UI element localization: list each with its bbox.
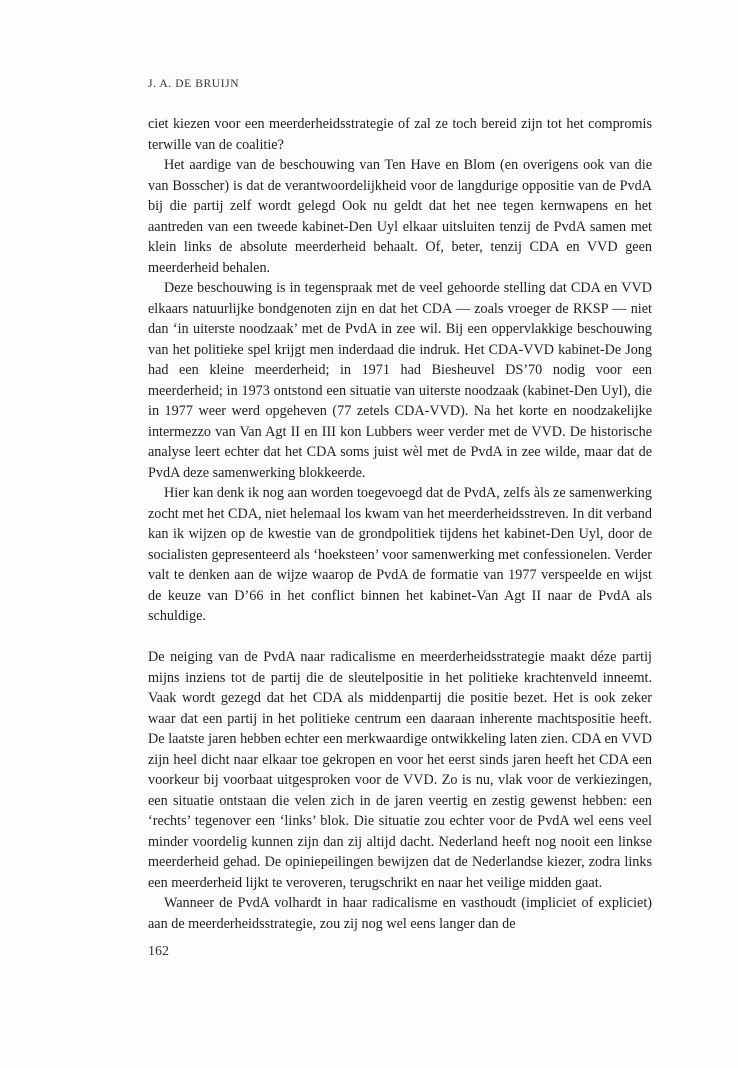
paragraph: De neiging van de PvdA naar radicalisme en meerderheidsstrategie maakt déze partij mijns inziens tot de partij die de sleutelpositie in het politieke krachtenveld inneemt. Vaak wordt gezegd dat het CDA als middenpartij die positie bezet. Het is ook zeker waar dat een partij in het politieke centrum een daaraan inherente machtspositie heeft. De laatste jaren hebben echter een merkwaardige ontwikkeling laten zien. CDA en VVD zijn heel dicht naar elkaar toe gekropen en voor het eerst sinds jaren heeft het CDA een voorkeur bij voorbaat uitgesproken voor de VVD. Zo is nu, vlak voor de verkiezingen, een situatie ontstaan die velen zich in de jaren veertig en zestig gewenst hebben: een ‘rechts’ tegenover een ‘links’ blok. Die situatie zou echter voor de PvdA wel eens veel minder voordelig kunnen zijn dan zij altijd dacht. Nederland heeft nog nooit een linkse meerderheid gehad. De opiniepeilingen bewijzen dat de Nederlandse kiezer, zodra links een meerderheid lijkt te veroveren, terugschrikt en naar het veilige midden gaat.	[148, 649, 652, 891]
paragraph: Wanneer de PvdA volhardt in haar radicalisme en vasthoudt (impliciet of expliciet) aan de meerderheidsstrategie, zou zij nog wel eens langer dan de	[148, 895, 652, 932]
paragraph: ciet kiezen voor een meerderheidsstrategie of zal ze toch bereid zijn tot het compromis terwille van de coalitie?	[148, 116, 652, 153]
paragraph: Het aardige van de beschouwing van Ten Have en Blom (en overigens ook van die van Bosscher) is dat de verantwoordelijkheid voor de langdurige oppositie van de PvdA bij die partij zelf wordt gelegd Ook nu geldt dat het nee tegen kernwapens en het aantreden van een tweede kabinet-Den Uyl elkaar uitsluiten tenzij de PvdA samen met klein links de absolute meerderheid behaalt. Of, beter, tenzij CDA en VVD geen meerderheid behalen.	[148, 157, 652, 276]
body-text	[148, 114, 652, 934]
paragraph: Deze beschouwing is in tegenspraak met de veel gehoorde stelling dat CDA en VVD elkaars natuurlijke bondgenoten zijn en dat het CDA — zoals vroeger de RKSP — niet dan ‘in uiterste noodzaak’ met de PvdA in zee wil. Bij een oppervlakkige beschouwing van het politieke spel krijgt men inderdaad die indruk. Het CDA-VVD kabinet-De Jong had een kleine meerderheid; in 1971 had Biesheuvel DS’70 nodig voor een meerderheid; in 1973 ontstond een situatie van uiterste noodzaak (kabinet-Den Uyl), die in 1977 weer werd opgeheven (77 zetels CDA-VVD). Na het korte en noodzakelijke intermezzo van Van Agt II en III kon Lubbers weer verder met de VVD. De historische analyse leert echter dat het CDA soms juist wèl met de PvdA in zee wilde, maar dat de PvdA deze samenwerking blokkeerde.	[148, 280, 652, 481]
page-number: 162	[148, 944, 169, 959]
running-head: J. A. DE BRUIJN	[148, 78, 240, 90]
paragraph: Hier kan denk ik nog aan worden toegevoegd dat de PvdA, zelfs àls ze samenwerking zocht met het CDA, niet helemaal los kwam van het meerderheidsstreven. In dit verband kan ik wijzen op de kwestie van de grondpolitiek tijdens het kabinet-Den Uyl, door de socialisten gepresenteerd als ‘hoeksteen’ voor samenwerking met confessionelen. Verder valt te denken aan de wijze waarop de PvdA de formatie van 1977 verspeelde en wijst de keuze van D’66 in het conflict binnen het kabinet-Van Agt II naar de PvdA als schuldige.	[148, 485, 652, 624]
